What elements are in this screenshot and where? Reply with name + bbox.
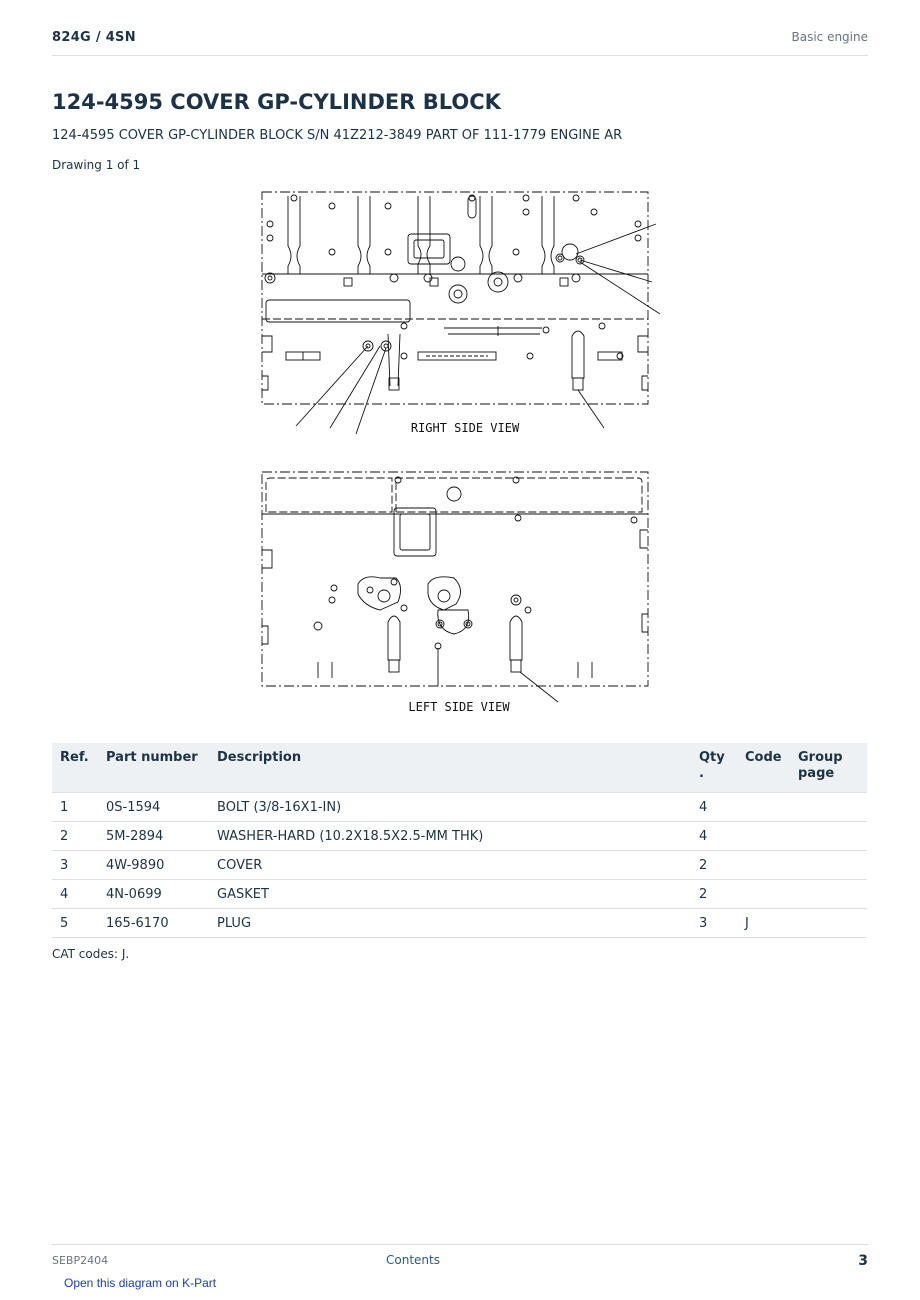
col-part-number: Part number xyxy=(98,743,209,793)
right-side-view-label: RIGHT SIDE VIEW xyxy=(410,421,520,435)
row-part-number[interactable]: 4W-9890 xyxy=(98,851,209,880)
parts-diagram[interactable] xyxy=(258,186,662,716)
row-group-page xyxy=(790,793,867,822)
row-group-page xyxy=(790,822,867,851)
row-description: PLUG xyxy=(209,909,691,938)
row-ref: 1 xyxy=(52,793,98,822)
row-qty: 2 xyxy=(691,880,737,909)
row-qty: 3 xyxy=(691,909,737,938)
row-group-page xyxy=(790,880,867,909)
row-group-page xyxy=(790,909,867,938)
table-header-row xyxy=(52,743,867,793)
right-side-view-drawing xyxy=(262,192,660,434)
document-number: SEBP2404 xyxy=(52,1254,109,1267)
page-subtitle: 124-4595 COVER GP-CYLINDER BLOCK S/N 41Z212-3849 PART OF 111-1779 ENGINE AR xyxy=(52,128,623,143)
section-label: Basic engine xyxy=(791,30,868,44)
row-ref: 3 xyxy=(52,851,98,880)
row-code xyxy=(737,822,790,851)
row-ref: 2 xyxy=(52,822,98,851)
col-qty: Qty . xyxy=(691,743,737,793)
row-description: GASKET xyxy=(209,880,691,909)
row-qty: 4 xyxy=(691,822,737,851)
table-row xyxy=(52,909,867,938)
row-code xyxy=(737,880,790,909)
contents-link[interactable]: Contents xyxy=(386,1253,440,1267)
row-ref: 4 xyxy=(52,880,98,909)
page-header xyxy=(52,28,868,56)
col-code: Code xyxy=(737,743,790,793)
page-title: 124-4595 COVER GP-CYLINDER BLOCK xyxy=(52,90,501,114)
row-qty: 2 xyxy=(691,851,737,880)
page-footer xyxy=(52,1244,868,1275)
col-ref: Ref. xyxy=(52,743,98,793)
page-number: 3 xyxy=(858,1253,868,1269)
left-side-view-label: LEFT SIDE VIEW xyxy=(408,700,510,714)
row-ref: 5 xyxy=(52,909,98,938)
table-row xyxy=(52,793,867,822)
row-part-number[interactable]: 165-6170 xyxy=(98,909,209,938)
parts-table xyxy=(52,743,867,938)
col-group-page: Group page xyxy=(790,743,867,793)
table-row xyxy=(52,822,867,851)
table-row xyxy=(52,851,867,880)
row-part-number[interactable]: 4N-0699 xyxy=(98,880,209,909)
row-code: J xyxy=(737,909,790,938)
row-group-page xyxy=(790,851,867,880)
row-code xyxy=(737,851,790,880)
row-code xyxy=(737,793,790,822)
drawing-count: Drawing 1 of 1 xyxy=(52,158,141,172)
table-row xyxy=(52,880,867,909)
row-part-number[interactable]: 5M-2894 xyxy=(98,822,209,851)
open-kpart-link[interactable]: Open this diagram on K-Part xyxy=(64,1276,217,1290)
col-description: Description xyxy=(209,743,691,793)
cat-codes-note: CAT codes: J. xyxy=(52,947,130,961)
model-label: 824G / 4SN xyxy=(52,30,136,45)
row-qty: 4 xyxy=(691,793,737,822)
row-description: BOLT (3/8-16X1-IN) xyxy=(209,793,691,822)
row-description: WASHER-HARD (10.2X18.5X2.5-MM THK) xyxy=(209,822,691,851)
row-description: COVER xyxy=(209,851,691,880)
row-part-number[interactable]: 0S-1594 xyxy=(98,793,209,822)
left-side-view-drawing xyxy=(262,472,648,702)
